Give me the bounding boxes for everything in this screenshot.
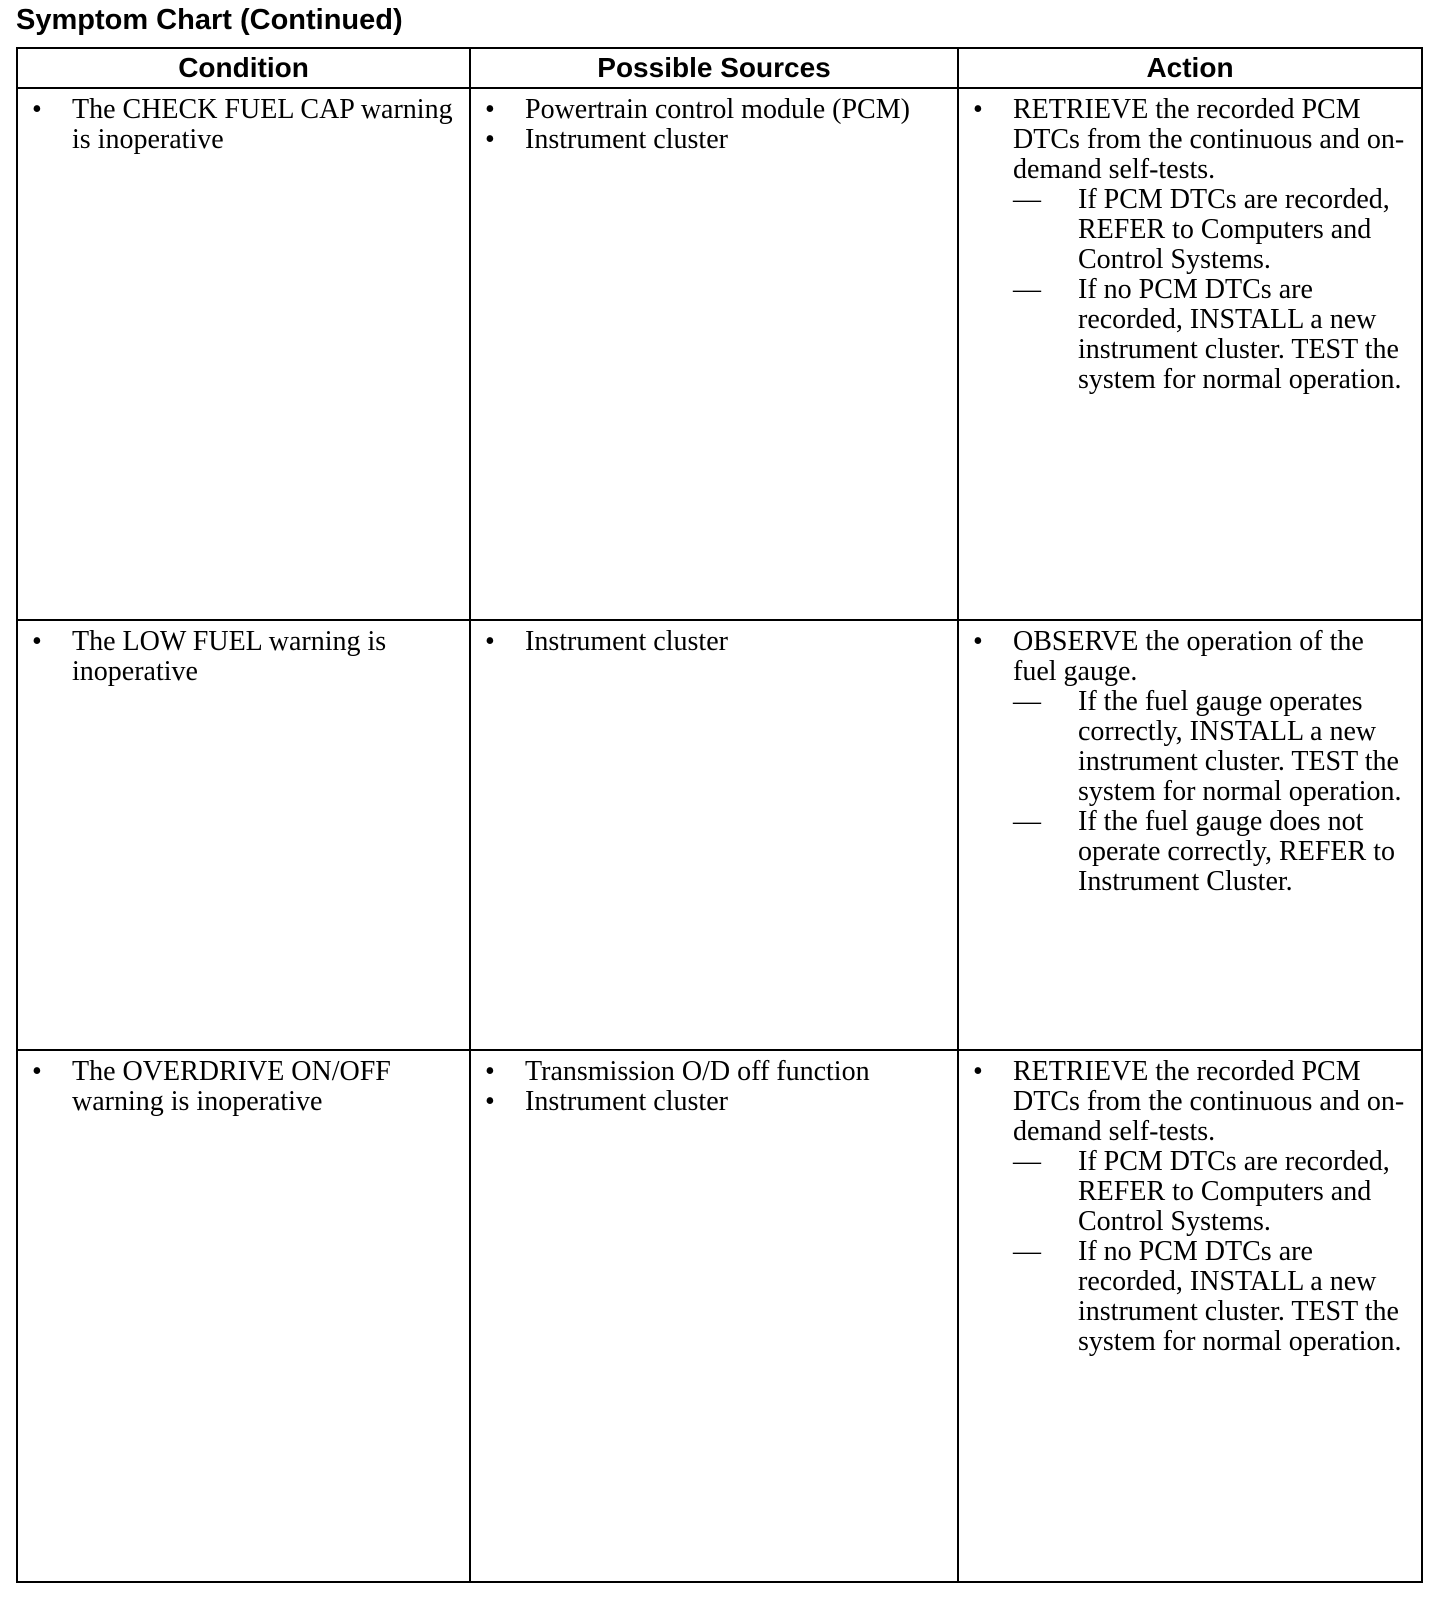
source-text: Powertrain control module (PCM) bbox=[525, 94, 910, 125]
source-text: Instrument cluster bbox=[525, 124, 728, 155]
header-condition: Condition bbox=[17, 48, 470, 88]
header-action: Action bbox=[958, 48, 1422, 88]
bullet-symbol: • bbox=[973, 94, 983, 125]
action-sub-item bbox=[1013, 1147, 1407, 1237]
condition-text: The CHECK FUEL CAP warning is inoperative bbox=[72, 94, 453, 155]
source-text: Transmission O/D off function bbox=[525, 1056, 870, 1087]
action-main-text: OBSERVE the operation of the fuel gauge. bbox=[1013, 626, 1364, 687]
bullet-symbol: • bbox=[485, 1056, 495, 1087]
source-item bbox=[485, 627, 943, 657]
condition-cell bbox=[17, 88, 470, 620]
dash-symbol: — bbox=[1013, 1146, 1041, 1177]
bullet-symbol: • bbox=[485, 626, 495, 657]
condition-item bbox=[32, 1057, 455, 1117]
action-sub-item bbox=[1013, 807, 1407, 897]
source-item bbox=[485, 1057, 943, 1087]
action-sub-text: If no PCM DTCs are recorded, INSTALL a new instrument cluster. TEST the system for normal operation. bbox=[1078, 1236, 1402, 1357]
bullet-symbol: • bbox=[32, 94, 42, 125]
bullet-symbol: • bbox=[32, 1056, 42, 1087]
header-possible-sources: Possible Sources bbox=[470, 48, 958, 88]
bullet-symbol: • bbox=[485, 1086, 495, 1117]
action-sub-item bbox=[1013, 1237, 1407, 1357]
page-title: Symptom Chart (Continued) bbox=[16, 4, 403, 36]
action-sub-item bbox=[1013, 185, 1407, 275]
source-item bbox=[485, 125, 943, 155]
sources-cell bbox=[470, 88, 958, 620]
dash-symbol: — bbox=[1013, 274, 1041, 305]
source-text: Instrument cluster bbox=[525, 626, 728, 657]
source-text: Instrument cluster bbox=[525, 1086, 728, 1117]
action-cell bbox=[958, 620, 1422, 1050]
condition-cell bbox=[17, 620, 470, 1050]
condition-text: The OVERDRIVE ON/OFF warning is inoperative bbox=[72, 1056, 391, 1117]
dash-symbol: — bbox=[1013, 806, 1041, 837]
action-main-text: RETRIEVE the recorded PCM DTCs from the continuous and on-demand self-tests. bbox=[1013, 94, 1405, 185]
bullet-symbol: • bbox=[485, 94, 495, 125]
action-sub-text: If PCM DTCs are recorded, REFER to Computers and Control Systems. bbox=[1078, 1146, 1390, 1237]
dash-symbol: — bbox=[1013, 686, 1041, 717]
action-cell bbox=[958, 88, 1422, 620]
dash-symbol: — bbox=[1013, 1236, 1041, 1267]
bullet-symbol: • bbox=[32, 626, 42, 657]
header-row bbox=[17, 48, 1422, 88]
action-item bbox=[973, 627, 1407, 897]
sources-cell bbox=[470, 620, 958, 1050]
action-main-text: RETRIEVE the recorded PCM DTCs from the continuous and on-demand self-tests. bbox=[1013, 1056, 1405, 1147]
table-row bbox=[17, 88, 1422, 620]
bullet-symbol: • bbox=[973, 626, 983, 657]
action-cell bbox=[958, 1050, 1422, 1582]
action-sub-item bbox=[1013, 275, 1407, 395]
condition-text: The LOW FUEL warning is inoperative bbox=[72, 626, 387, 687]
table-row bbox=[17, 620, 1422, 1050]
table-row bbox=[17, 1050, 1422, 1582]
action-item bbox=[973, 1057, 1407, 1357]
condition-cell bbox=[17, 1050, 470, 1582]
source-item bbox=[485, 1087, 943, 1117]
action-sub-item bbox=[1013, 687, 1407, 807]
symptom-chart-table bbox=[16, 47, 1423, 1583]
sources-cell bbox=[470, 1050, 958, 1582]
dash-symbol: — bbox=[1013, 184, 1041, 215]
action-item bbox=[973, 95, 1407, 395]
action-sub-text: If the fuel gauge operates correctly, INSTALL a new instrument cluster. TEST the system for normal operation. bbox=[1078, 686, 1402, 807]
condition-item bbox=[32, 95, 455, 155]
bullet-symbol: • bbox=[485, 124, 495, 155]
condition-item bbox=[32, 627, 455, 687]
source-item bbox=[485, 95, 943, 125]
bullet-symbol: • bbox=[973, 1056, 983, 1087]
action-sub-text: If the fuel gauge does not operate correctly, REFER to Instrument Cluster. bbox=[1078, 806, 1395, 897]
action-sub-text: If PCM DTCs are recorded, REFER to Computers and Control Systems. bbox=[1078, 184, 1390, 275]
action-sub-text: If no PCM DTCs are recorded, INSTALL a new instrument cluster. TEST the system for normal operation. bbox=[1078, 274, 1402, 395]
